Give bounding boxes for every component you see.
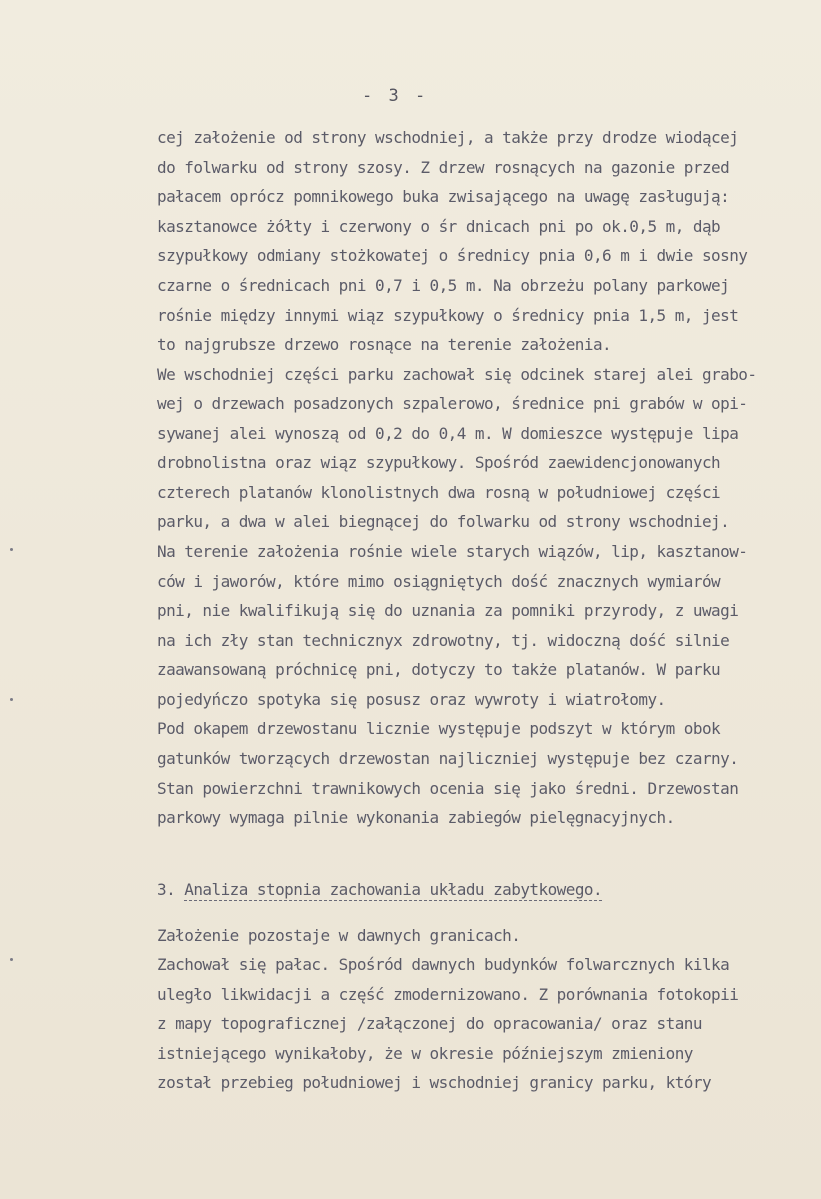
text-line: We wschodniej części parku zachował się odcinek starej alei grabo- [157,365,757,384]
text-line: został przebieg południowej i wschodniej granicy parku, który [157,1073,712,1092]
text-line: na ich zły stan technicznyx zdrowotny, tj. widoczną dość silnie [157,631,730,650]
text-line: kasztanowce żółty i czerwony o śr dnicach pni po ok.0,5 m, dąb [157,217,721,236]
text-line: uległo likwidacji a część zmodernizowano. Z porównania fotokopii [157,985,739,1004]
text-line: czterech platanów klonolistnych dwa rosną w południowej części [157,483,721,502]
text-line: czarne o średnicach pni 0,7 i 0,5 m. Na obrzeżu polany parkowej [157,276,730,295]
text-line: Założenie pozostaje w dawnych granicach. [157,926,521,945]
text-line: parkowy wymaga pilnie wykonania zabiegów pielęgnacyjnych. [157,808,675,827]
margin-mark [10,958,13,961]
text-line: cej założenie od strony wschodniej, a także przy drodze wiodącej [157,128,739,147]
text-line: ców i jaworów, które mimo osiągniętych dość znacznych wymiarów [157,572,721,591]
page-number: - 3 - [362,86,429,106]
text-line: zaawansowaną próchnicę pni, dotyczy to także platanów. W parku [157,660,721,679]
margin-mark [10,698,13,701]
text-line: sywanej alei wynoszą od 0,2 do 0,4 m. W domieszce występuje lipa [157,424,739,443]
text-line: z mapy topograficznej /załączonej do opracowania/ oraz stanu [157,1014,702,1033]
text-line: Pod okapem drzewostanu licznie występuje podszyt w którym obok [157,719,721,738]
text-line: istniejącego wynikałoby, że w okresie późniejszym zmieniony [157,1044,693,1063]
text-line: gatunków tworzących drzewostan najliczniej występuje bez czarny. [157,749,739,768]
text-line: szypułkowy odmiany stożkowatej o średnicy pnia 0,6 m i dwie sosny [157,246,748,265]
section-number: 3. [157,880,176,899]
text-line: drobnolistna oraz wiąz szypułkowy. Spośród zaewidencjonowanych [157,453,721,472]
margin-mark [10,548,13,551]
text-line: Zachował się pałac. Spośród dawnych budynków folwarcznych kilka [157,955,730,974]
text-line: pni, nie kwalifikują się do uznania za pomniki przyrody, z uwagi [157,601,739,620]
text-line: Stan powierzchni trawnikowych ocenia się jako średni. Drzewostan [157,779,739,798]
text-line: wej o drzewach posadzonych szpalerowo, średnice pni grabów w opi- [157,394,748,413]
section-title: Analiza stopnia zachowania układu zabytkowego. [184,880,603,899]
text-line: rośnie między innymi wiąz szypułkowy o średnicy pnia 1,5 m, jest [157,306,739,325]
text-line: pojedyńczo spotyka się posusz oraz wywroty i wiatrołomy. [157,690,666,709]
section-3-heading [157,880,602,900]
text-line: to najgrubsze drzewo rosnące na terenie założenia. [157,335,612,354]
text-line: parku, a dwa w alei biegnącej do folwarku od strony wschodniej. [157,512,730,531]
text-line: Na terenie założenia rośnie wiele starych wiązów, lip, kasztanow- [157,542,748,561]
text-line: pałacem oprócz pomnikowego buka zwisającego na uwagę zasługują: [157,187,730,206]
text-line: do folwarku od strony szosy. Z drzew rosnących na gazonie przed [157,158,730,177]
